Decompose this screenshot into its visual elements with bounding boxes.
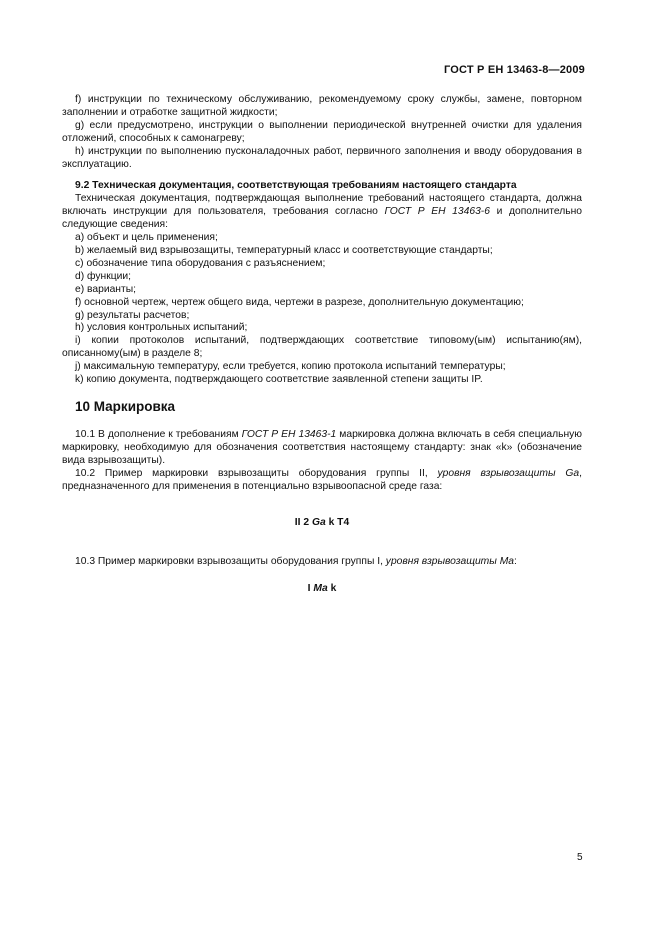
list-item: b) желаемый вид взрывозащиты, температурный класс и соответствующие стандарты;	[75, 244, 493, 256]
marking-example-mining: I Ma k	[307, 583, 337, 595]
list-item: a) объект и цель применения;	[75, 232, 218, 244]
marking-example-gas: II 2 Ga k T4	[294, 517, 350, 529]
list-item: j) максимальную температуру, если требуется, копию протокола испытаний температуры;	[75, 361, 506, 373]
paragraph-10-3: 10.3 Пример маркировки взрывозащиты оборудования группы I, уровня взрывозащиты Ma:	[75, 556, 517, 568]
list-item: d) функции;	[75, 270, 131, 282]
paragraph-10-1: 10.1 В дополнение к требованиям ГОСТ Р ЕН 13463-1 маркировка должна включать в себя специальную маркировку, необходимую для обозначения соответствия настоящему стандарту: знак «k» (обозначение вида взрывозащиты).	[62, 428, 583, 466]
section-9-2-intro: Техническая документация, подтверждающая выполнение требований настоящего стандарта, должна включать инструкции для пользователя, требования согласно ГОСТ Р ЕН 13463-6 и дополнительно следующие сведения:	[62, 193, 582, 231]
list-item-h: h) инструкции по выполнению пусконаладочных работ, первичного заполнения и вводу оборудования в эксплуатацию.	[62, 145, 582, 170]
page-number: 5	[577, 852, 583, 863]
list-item: h) условия контрольных испытаний;	[75, 322, 248, 334]
list-item: e) варианты;	[75, 283, 136, 295]
list-item: f) основной чертеж, чертеж общего вида, чертежи в разрезе, дополнительную документацию;	[75, 296, 524, 308]
list-item: c) обозначение типа оборудования с разъяснением;	[75, 257, 326, 269]
list-item: g) результаты расчетов;	[75, 309, 190, 321]
standard-reference: ГОСТ Р ЕН 13463-1	[241, 428, 337, 440]
document-header: ГОСТ Р ЕН 13463-8—2009	[443, 64, 585, 76]
paragraph-10-2: 10.2 Пример маркировки взрывозащиты оборудования группы II, уровня взрывозащиты Ga, предназначенного для применения в потенциально взрывоопасной среде газа:	[62, 467, 583, 492]
standard-reference: ГОСТ Р ЕН 13463-6	[384, 206, 490, 218]
page-body	[62, 94, 582, 596]
list-item-g: g) если предусмотрено, инструкции о выполнении периодической внутренней очистки для удаления отложений, способных к самонагреву;	[62, 119, 582, 144]
list-item: i) копии протоколов испытаний, подтверждающих соответствие типовому(ым) испытанию(ям), описанному(ым) в разделе 8;	[62, 335, 582, 360]
list-item-f: f) инструкции по техническому обслуживанию, рекомендуемому сроку службы, замене, повторном заполнении и отработке защитной жидкости;	[62, 94, 582, 118]
list-item: k) копию документа, подтверждающего соответствие заявленной степени защиты IP.	[75, 374, 483, 386]
section-9-2-heading: 9.2 Техническая документация, соответствующая требованиям настоящего стандарта	[75, 180, 517, 192]
section-10-heading: 10 Маркировка	[75, 398, 176, 414]
